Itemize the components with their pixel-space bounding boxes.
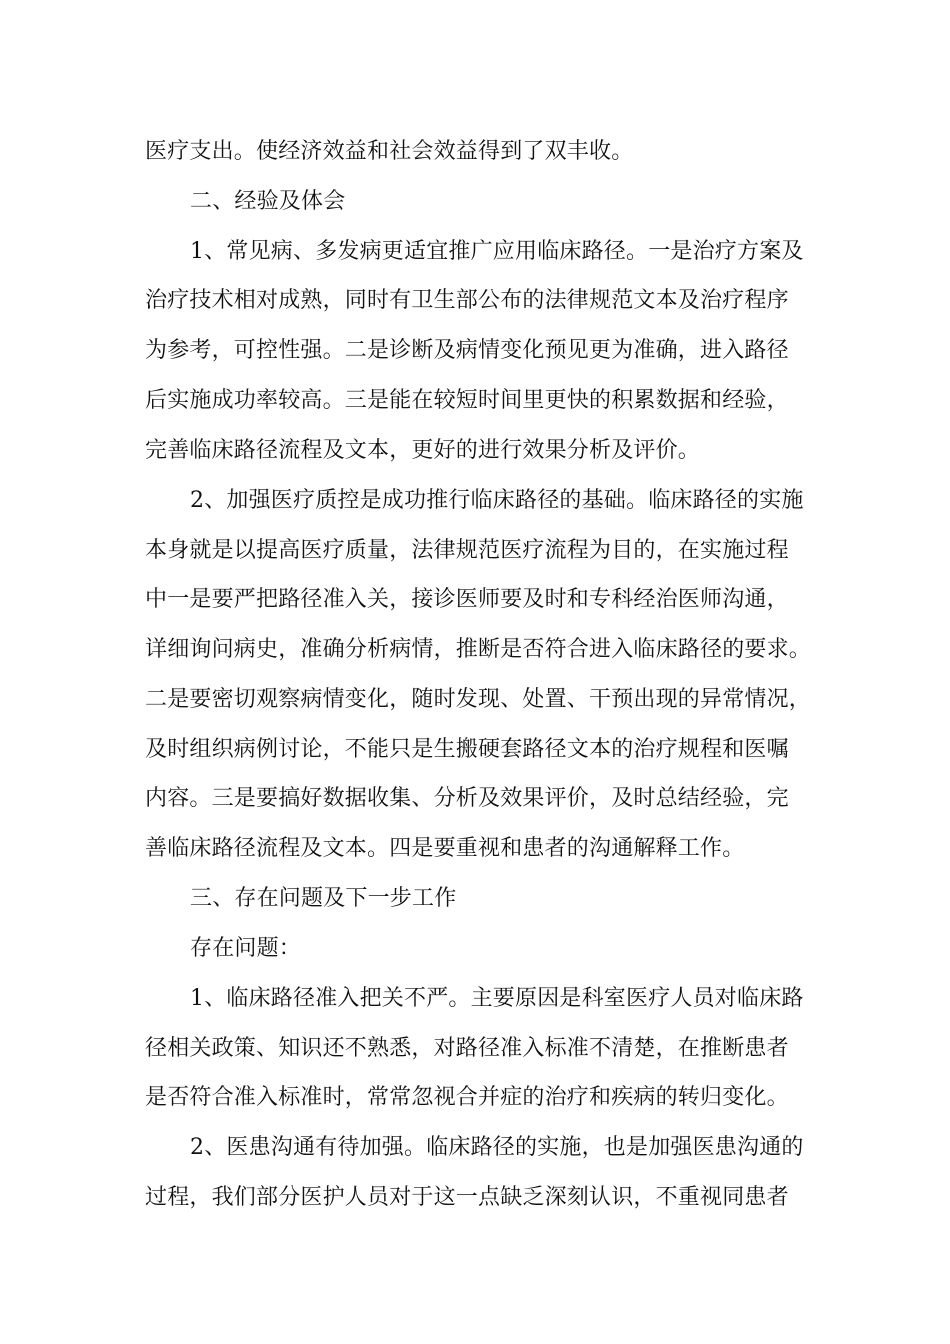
text-line: 为参考，可控性强。二是诊断及病情变化预见更为准确，进入路径	[145, 338, 789, 363]
text-line: 是否符合准入标准时，常常忽视合并症的治疗和疾病的转归变化。	[145, 1085, 789, 1110]
text-line: 2、医患沟通有待加强。临床路径的实施，也是加强医患沟通的	[190, 1135, 804, 1160]
text-line: 二是要密切观察病情变化，随时发现、处置、干预出现的异常情况，	[145, 687, 812, 712]
text-line: 完善临床路径流程及文本，更好的进行效果分析及评价。	[145, 438, 701, 463]
text-line: 径相关政策、知识还不熟悉，对路径准入标准不清楚，在推断患者	[145, 1036, 789, 1061]
text-line: 2、加强医疗质控是成功推行临床路径的基础。临床路径的实施	[190, 488, 804, 513]
text-line: 治疗技术相对成熟，同时有卫生部公布的法律规范文本及治疗程序	[145, 288, 789, 313]
text-line: 详细询问病史，准确分析病情，推断是否符合进入临床路径的要求。	[145, 637, 812, 662]
text-line: 1、临床路径准入把关不严。主要原因是科室医疗人员对临床路	[190, 986, 804, 1011]
text-line: 中一是要严把路径准入关，接诊医师要及时和专科经治医师沟通，	[145, 587, 789, 612]
text-line: 善临床路径流程及文本。四是要重视和患者的沟通解释工作。	[145, 836, 745, 861]
text-line: 本身就是以提高医疗质量，法律规范医疗流程为目的，在实施过程	[145, 538, 789, 563]
text-line: 过程，我们部分医护人员对于这一点缺乏深刻认识，不重视同患者	[145, 1185, 789, 1210]
section-heading: 三、存在问题及下一步工作	[190, 886, 457, 911]
subheading: 存在问题：	[190, 936, 302, 961]
text-line: 医疗支出。使经济效益和社会效益得到了双丰收。	[145, 139, 634, 164]
text-line: 内容。三是要搞好数据收集、分析及效果评价，及时总结经验，完	[145, 786, 789, 811]
text-line: 及时组织病例讨论，不能只是生搬硬套路径文本的治疗规程和医嘱	[145, 737, 789, 762]
text-line: 后实施成功率较高。三是能在较短时间里更快的积累数据和经验，	[145, 388, 789, 413]
section-heading: 二、经验及体会	[190, 189, 346, 214]
text-line: 1、常见病、多发病更适宜推广应用临床路径。一是治疗方案及	[190, 239, 804, 264]
